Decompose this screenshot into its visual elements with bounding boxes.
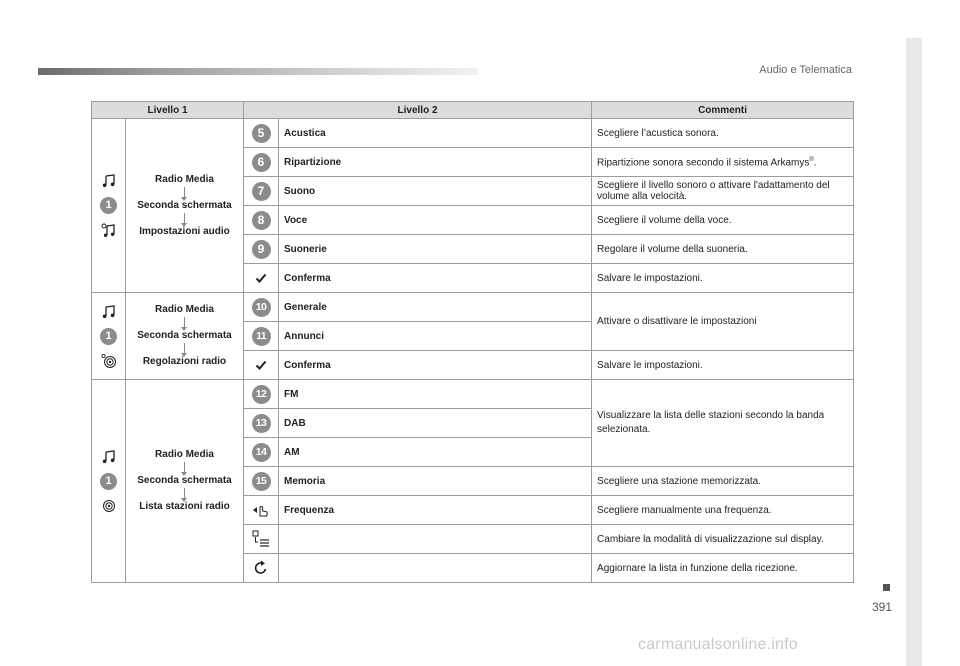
down-arrow-icon (184, 213, 185, 223)
path-step: Radio Media (155, 449, 214, 460)
down-arrow-icon (184, 187, 185, 197)
step-badge: 14 (252, 443, 271, 462)
group1-icons (92, 119, 126, 293)
step-badge: 5 (252, 124, 271, 143)
path-step: Lista stazioni radio (139, 501, 230, 512)
row-label: Voce (279, 206, 592, 235)
header-level2: Livello 2 (244, 102, 592, 119)
step-badge: 8 (252, 211, 271, 230)
row-comment: Visualizzare la lista delle stazioni secondo la banda selezionata. (592, 380, 854, 467)
group1-path (126, 119, 244, 293)
down-arrow-icon (184, 317, 185, 327)
row-label: Suonerie (279, 235, 592, 264)
watermark: carmanualsonline.info (638, 636, 798, 653)
row-comment: Salvare le impostazioni. (592, 264, 854, 293)
row-label: Ripartizione (279, 148, 592, 177)
refresh-icon (253, 560, 269, 576)
row-comment: Scegliere il volume della voce. (592, 206, 854, 235)
main-menu-badge: 1 (100, 328, 117, 345)
step-badge: 7 (252, 182, 271, 201)
row-label: Frequenza (279, 496, 592, 525)
path-step: Seconda schermata (137, 475, 232, 486)
music-note-icon (101, 449, 117, 465)
side-strip (906, 38, 922, 666)
row-comment: Scegliere l’acustica sonora. (592, 119, 854, 148)
path-step: Regolazioni radio (142, 356, 227, 367)
group3-icons (92, 380, 126, 583)
row-comment: Cambiare la modalità di visualizzazione sul display. (592, 525, 854, 554)
radio-settings-icon (101, 353, 117, 369)
path-step: Impostazioni audio (139, 225, 230, 237)
section-title: Audio e Telematica (759, 64, 852, 76)
step-badge: 13 (252, 414, 271, 433)
row-label (279, 554, 592, 583)
row-label: AM (279, 438, 592, 467)
row-comment: Aggiornare la lista in funzione della ricezione. (592, 554, 854, 583)
path-step: Seconda schermata (137, 330, 232, 341)
table-row (92, 380, 854, 409)
row-label: Conferma (279, 264, 592, 293)
row-comment: Salvare le impostazioni. (592, 351, 854, 380)
step-badge: 6 (252, 153, 271, 172)
header-level1: Livello 1 (92, 102, 244, 119)
path-step: Radio Media (155, 304, 214, 315)
display-mode-icon (252, 530, 270, 548)
main-menu-badge: 1 (100, 473, 117, 490)
group2-path (126, 293, 244, 380)
row-label: Suono (279, 177, 592, 206)
row-label (279, 525, 592, 554)
down-arrow-icon (184, 488, 185, 498)
music-note-icon (101, 304, 117, 320)
group2-icons (92, 293, 126, 380)
menu-table (91, 101, 854, 583)
down-arrow-icon (184, 343, 185, 353)
checkmark-icon (255, 272, 267, 284)
row-label: Memoria (279, 467, 592, 496)
music-note-icon (101, 173, 117, 189)
group3-path (126, 380, 244, 583)
music-settings-icon (101, 222, 117, 238)
header-comments: Commenti (592, 102, 854, 119)
step-badge: 15 (252, 472, 271, 491)
table-row (92, 293, 854, 322)
step-badge: 11 (252, 327, 271, 346)
step-badge: 10 (252, 298, 271, 317)
row-label: Acustica (279, 119, 592, 148)
step-badge: 12 (252, 385, 271, 404)
main-menu-badge: 1 (100, 197, 117, 214)
row-comment: Scegliere il livello sonoro o attivare l'adattamento del volume alla velocità. (592, 177, 854, 206)
row-label: Generale (279, 293, 592, 322)
row-comment: Ripartizione sonora secondo il sistema Arkamys®. (592, 148, 854, 177)
step-badge: 9 (252, 240, 271, 259)
row-comment: Attivare o disattivare le impostazioni (592, 293, 854, 351)
manual-tune-icon (252, 502, 270, 518)
row-label: DAB (279, 409, 592, 438)
table-header-row (92, 102, 854, 119)
path-step: Seconda schermata (137, 199, 232, 211)
header-gradient-bar (38, 68, 478, 75)
row-comment: Scegliere una stazione memorizzata. (592, 467, 854, 496)
row-label: FM (279, 380, 592, 409)
path-step: Radio Media (155, 173, 214, 185)
page-marker (883, 584, 890, 591)
down-arrow-icon (184, 462, 185, 472)
row-label: Annunci (279, 322, 592, 351)
radio-station-icon (101, 498, 117, 514)
page-number: 391 (872, 600, 893, 614)
row-comment: Scegliere manualmente una frequenza. (592, 496, 854, 525)
checkmark-icon (255, 359, 267, 371)
row-label: Conferma (279, 351, 592, 380)
table-row (92, 119, 854, 148)
row-comment: Regolare il volume della suoneria. (592, 235, 854, 264)
